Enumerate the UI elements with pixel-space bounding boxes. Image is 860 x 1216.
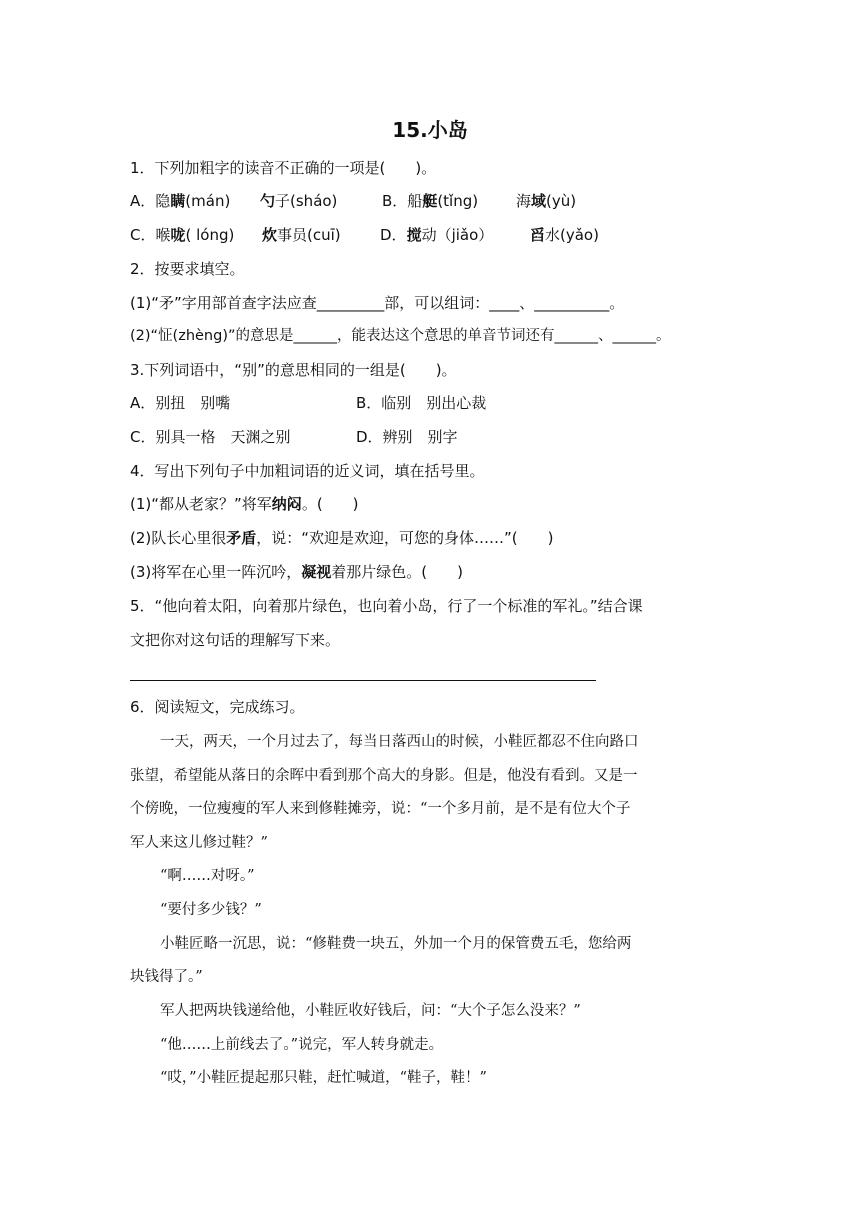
q4-part2: (2)队长心里很矛盾，说：“欢迎是欢迎，可您的身体……”( ) — [130, 529, 554, 547]
q1-options-cd — [130, 225, 770, 247]
q1-option-a: A．隐瞒(mán) — [130, 192, 231, 210]
q4-part3: (3)将军在心里一阵沉吟，凝视着那片绿色。( ) — [130, 563, 463, 581]
q3-option-c: C．别具一格 天渊之别 — [130, 428, 291, 446]
q1-options-ab — [130, 191, 770, 213]
q6-stem: 6．阅读短文，完成练习。 — [130, 698, 305, 716]
q1-option-a-word2: 勺子(sháo) — [260, 192, 338, 210]
q5-answer-line — [130, 680, 596, 681]
q3-option-a: A．别扭 别嘴 — [130, 394, 231, 412]
passage-line: 小鞋匠略一沉思，说：“修鞋费一块五，外加一个月的保管费五毛，您给两 — [160, 936, 632, 952]
q2-part2: (2)“怔(zhèng)”的意思是______，能表达这个意思的单音节词还有______、______。 — [130, 328, 671, 344]
passage-line: 张望，希望能从落日的余晖中看到那个高大的身影。但是，他没有看到。又是一 — [130, 768, 638, 784]
q3-options-cd — [130, 427, 730, 449]
q3-stem: 3.下列词语中，“别”的意思相同的一组是( )。 — [130, 361, 457, 379]
q1-option-c-word2: 炊事员(cuī) — [262, 226, 341, 244]
q4-stem: 4．写出下列句子中加粗词语的近义词，填在括号里。 — [130, 462, 485, 480]
passage-line: “啊……对呀。” — [160, 868, 255, 884]
q1-option-b-word2: 海域(yù) — [516, 192, 577, 210]
q3-options-ab — [130, 393, 730, 415]
q5-line1: 5．“他向着太阳，向着那片绿色，也向着小岛，行了一个标准的军礼。”结合课 — [130, 597, 643, 615]
passage-line: 个傍晚，一位瘦瘦的军人来到修鞋摊旁，说：“一个多月前，是不是有位大个子 — [130, 801, 631, 817]
q2-stem: 2．按要求填空。 — [130, 260, 245, 278]
q2-part1: (1)“矛”字用部首查字法应查_________部，可以组词：____、__________。 — [130, 294, 625, 312]
q1-option-c: C．喉咙( lóng) — [130, 226, 235, 244]
passage-line: “哎，”小鞋匠提起那只鞋，赶忙喊道，“鞋子，鞋！” — [160, 1070, 487, 1086]
page-title: 15.小岛 — [392, 118, 468, 142]
passage-line: 一天，两天，一个月过去了，每当日落西山的时候，小鞋匠都忍不住向路口 — [160, 734, 639, 750]
q4-part1: (1)“都从老家？”将军纳闷。( ) — [130, 495, 359, 513]
passage-line: 块钱得了。” — [130, 969, 203, 985]
passage-line: “他……上前线去了。”说完，军人转身就走。 — [160, 1037, 444, 1053]
q1-option-d-word2: 舀水(yǎo) — [530, 226, 599, 244]
passage-line: 军人把两块钱递给他，小鞋匠收好钱后，问：“大个子怎么没来？” — [160, 1003, 581, 1019]
passage-line: 军人来这儿修过鞋？” — [130, 835, 268, 851]
q1-stem: 1．下列加粗字的读音不正确的一项是( )。 — [130, 159, 437, 177]
q3-option-b: B．临别 别出心裁 — [356, 394, 487, 412]
q1-option-d: D．搅动（jiǎo） — [380, 226, 494, 244]
passage-line: “要付多少钱？” — [160, 902, 262, 918]
q1-option-b: B．船艇(tǐng) — [382, 192, 479, 210]
q3-option-d: D．辨别 别字 — [356, 428, 458, 446]
q5-line2: 文把你对这句话的理解写下来。 — [130, 631, 341, 649]
